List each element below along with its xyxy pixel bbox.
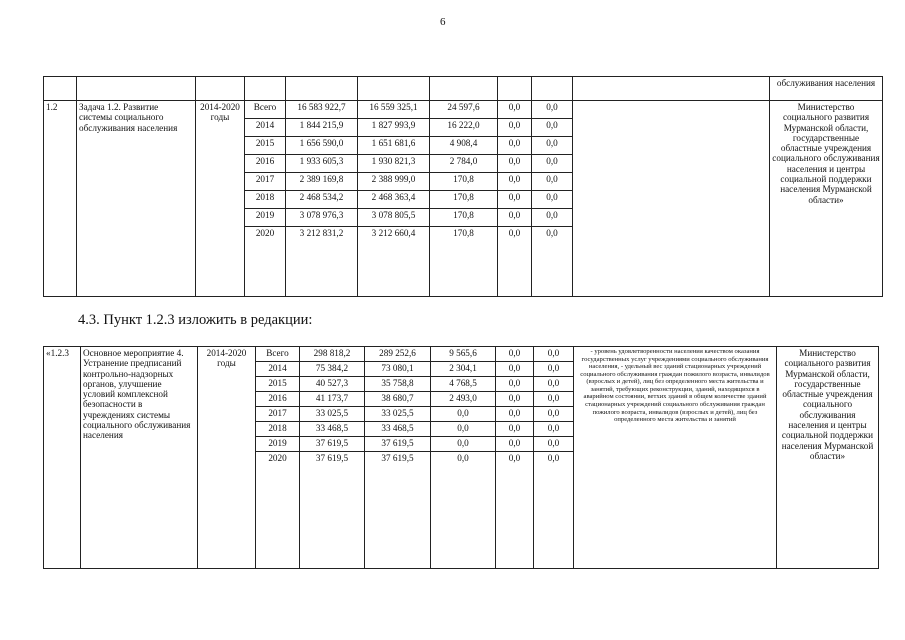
year-cell: Всего <box>256 347 300 362</box>
responsible-cell: Министерство социального развития Мурманской области, государственные областные учреждения социального обслуживания населения и центры социальной поддержки населения Мурманской области» <box>777 347 879 569</box>
item-name: Основное мероприятие 4. Устранение предписаний контрольно-надзорных органов, улучшение условий комплексной безопасности в учреждениях системы социального обслуживания населения <box>81 347 198 569</box>
local-budget-cell: 0,0 <box>498 155 532 173</box>
other-sources-cell: 0,0 <box>532 191 573 209</box>
total-cell: 75 384,2 <box>300 362 365 377</box>
item-period: 2014-2020 годы <box>198 347 256 569</box>
year-cell: 2017 <box>245 173 286 191</box>
regional-budget-cell: 2 468 363,4 <box>358 191 430 209</box>
table-row <box>44 347 879 362</box>
total-cell: 298 818,2 <box>300 347 365 362</box>
federal-budget-cell: 2 304,1 <box>431 362 496 377</box>
total-cell: 3 078 976,3 <box>286 209 358 227</box>
local-budget-cell: 0,0 <box>496 377 534 392</box>
total-cell: 41 173,7 <box>300 392 365 407</box>
funding-table-task-1-2 <box>43 76 883 297</box>
local-budget-cell: 0,0 <box>498 119 532 137</box>
table-row <box>44 101 883 119</box>
local-budget-cell: 0,0 <box>496 347 534 362</box>
year-cell: 2017 <box>256 407 300 422</box>
federal-budget-cell: 4 768,5 <box>431 377 496 392</box>
responsible-cell: обслуживания населения <box>770 77 883 101</box>
total-cell: 1 656 590,0 <box>286 137 358 155</box>
year-cell: 2016 <box>256 392 300 407</box>
federal-budget-cell: 16 222,0 <box>430 119 498 137</box>
year-cell: 2019 <box>245 209 286 227</box>
federal-budget-cell: 170,8 <box>430 173 498 191</box>
regional-budget-cell: 33 468,5 <box>365 422 431 437</box>
other-sources-cell: 0,0 <box>534 392 574 407</box>
year-cell: Всего <box>245 101 286 119</box>
federal-budget-cell: 0,0 <box>431 452 496 569</box>
regional-budget-cell: 1 930 821,3 <box>358 155 430 173</box>
federal-budget-cell: 2 784,0 <box>430 155 498 173</box>
regional-budget-cell: 3 212 660,4 <box>358 227 430 297</box>
total-cell: 3 212 831,2 <box>286 227 358 297</box>
year-cell: 2020 <box>245 227 286 297</box>
other-sources-cell: 0,0 <box>532 119 573 137</box>
year-cell: 2019 <box>256 437 300 452</box>
local-budget-cell: 0,0 <box>498 173 532 191</box>
total-cell: 1 844 215,9 <box>286 119 358 137</box>
total-cell: 2 468 534,2 <box>286 191 358 209</box>
federal-budget-cell: 2 493,0 <box>431 392 496 407</box>
regional-budget-cell: 3 078 805,5 <box>358 209 430 227</box>
regional-budget-cell: 16 559 325,1 <box>358 101 430 119</box>
other-sources-cell: 0,0 <box>534 377 574 392</box>
regional-budget-cell: 33 025,5 <box>365 407 431 422</box>
federal-budget-cell: 24 597,6 <box>430 101 498 119</box>
other-sources-cell: 0,0 <box>532 137 573 155</box>
indicators-cell <box>573 101 770 297</box>
local-budget-cell: 0,0 <box>496 362 534 377</box>
other-sources-cell: 0,0 <box>532 209 573 227</box>
year-cell: 2015 <box>256 377 300 392</box>
local-budget-cell: 0,0 <box>496 407 534 422</box>
federal-budget-cell: 4 908,4 <box>430 137 498 155</box>
local-budget-cell: 0,0 <box>496 437 534 452</box>
regional-budget-cell: 35 758,8 <box>365 377 431 392</box>
year-cell: 2014 <box>245 119 286 137</box>
other-sources-cell: 0,0 <box>532 101 573 119</box>
other-sources-cell: 0,0 <box>534 347 574 362</box>
regional-budget-cell: 1 827 993,9 <box>358 119 430 137</box>
federal-budget-cell: 170,8 <box>430 191 498 209</box>
year-cell: 2016 <box>245 155 286 173</box>
federal-budget-cell: 170,8 <box>430 209 498 227</box>
total-cell: 37 619,5 <box>300 437 365 452</box>
total-cell: 37 619,5 <box>300 452 365 569</box>
other-sources-cell: 0,0 <box>534 362 574 377</box>
total-cell: 16 583 922,7 <box>286 101 358 119</box>
item-name: Задача 1.2. Развитие системы социального обслуживания населения <box>77 101 196 297</box>
other-sources-cell: 0,0 <box>534 422 574 437</box>
responsible-cell: Министерство социального развития Мурманской области, государственные областные учреждения социального обслуживания населения и центры социальной поддержки населения Мурманской области» <box>770 101 883 297</box>
other-sources-cell: 0,0 <box>534 407 574 422</box>
year-cell: 2015 <box>245 137 286 155</box>
regional-budget-cell: 289 252,6 <box>365 347 431 362</box>
year-cell: 2020 <box>256 452 300 569</box>
total-cell: 33 468,5 <box>300 422 365 437</box>
other-sources-cell: 0,0 <box>532 155 573 173</box>
federal-budget-cell: 0,0 <box>431 422 496 437</box>
indicators-cell: - уровень удовлетворенности населения качеством оказания государственных услуг учреждениями социального обслуживания населения, - удельный вес зданий стационарных учреждений социального обслуживания граждан пожилого возраста, инвалидов (взрослых и детей), лиц без определенного места жительства и занятий, требующих реконструкции, зданий, находящихся в аварийном состоянии, ветхих зданий в общем количестве зданий стационарных учреждений социального обслуживания граждан пожилого возраста, инвалидов (взрослых и детей), лиц без определенного места жительства и занятий <box>574 347 777 569</box>
federal-budget-cell: 170,8 <box>430 227 498 297</box>
other-sources-cell: 0,0 <box>534 437 574 452</box>
funding-table-measure-1-2-3 <box>43 346 879 569</box>
year-cell: 2018 <box>245 191 286 209</box>
regional-budget-cell: 37 619,5 <box>365 452 431 569</box>
federal-budget-cell: 0,0 <box>431 437 496 452</box>
year-cell: 2018 <box>256 422 300 437</box>
section-heading: 4.3. Пункт 1.2.3 изложить в редакции: <box>78 312 313 328</box>
regional-budget-cell: 73 080,1 <box>365 362 431 377</box>
local-budget-cell: 0,0 <box>498 101 532 119</box>
local-budget-cell: 0,0 <box>496 392 534 407</box>
local-budget-cell: 0,0 <box>496 422 534 437</box>
total-cell: 40 527,3 <box>300 377 365 392</box>
item-number: «1.2.3 <box>44 347 81 569</box>
regional-budget-cell: 37 619,5 <box>365 437 431 452</box>
other-sources-cell: 0,0 <box>532 173 573 191</box>
other-sources-cell: 0,0 <box>534 452 574 569</box>
other-sources-cell: 0,0 <box>532 227 573 297</box>
regional-budget-cell: 1 651 681,6 <box>358 137 430 155</box>
regional-budget-cell: 2 388 999,0 <box>358 173 430 191</box>
regional-budget-cell: 38 680,7 <box>365 392 431 407</box>
federal-budget-cell: 0,0 <box>431 407 496 422</box>
local-budget-cell: 0,0 <box>498 227 532 297</box>
local-budget-cell: 0,0 <box>496 452 534 569</box>
local-budget-cell: 0,0 <box>498 137 532 155</box>
total-cell: 2 389 169,8 <box>286 173 358 191</box>
federal-budget-cell: 9 565,6 <box>431 347 496 362</box>
total-cell: 1 933 605,3 <box>286 155 358 173</box>
item-number: 1.2 <box>44 101 77 297</box>
item-period: 2014-2020 годы <box>196 101 245 297</box>
table-row <box>44 77 883 101</box>
page-number: 6 <box>440 16 446 28</box>
local-budget-cell: 0,0 <box>498 209 532 227</box>
total-cell: 33 025,5 <box>300 407 365 422</box>
year-cell: 2014 <box>256 362 300 377</box>
local-budget-cell: 0,0 <box>498 191 532 209</box>
